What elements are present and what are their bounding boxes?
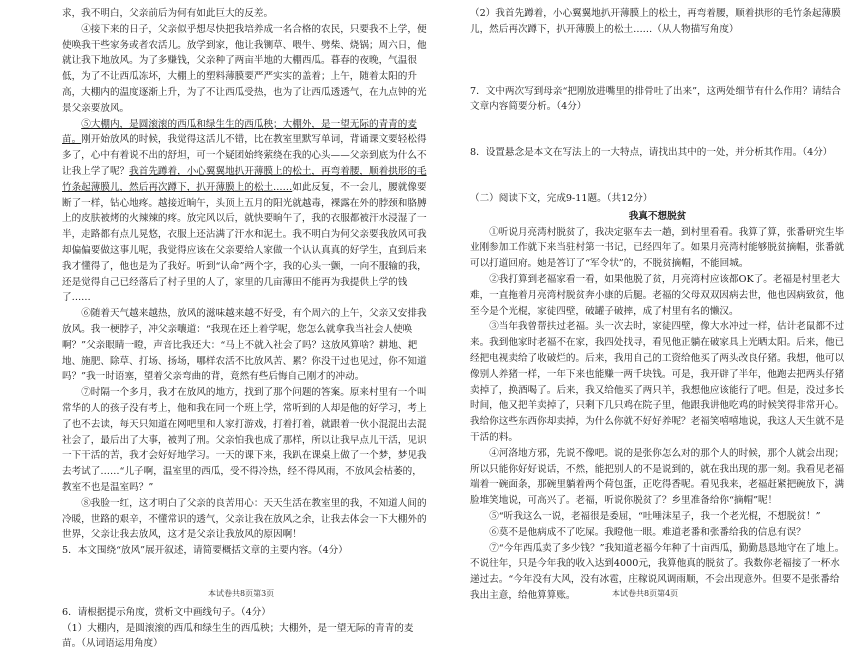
answer-space-6-2[interactable]: [470, 38, 845, 84]
left-page: [62, 6, 427, 652]
article-paragraph-2: ②我打算到老福家看一看，如果他脱了贫，月亮湾村应该都OK了。老福是村里老大难，一直拖着月亮湾村脱贫奔小康的后腿。老福的父母双双因病去世，他也因病致贫，他至今是个光棍，家徒四壁，破罐子破摔，成了村里有名的懒汉。: [470, 273, 845, 317]
question-6-2: （2）我首先蹲着，小心翼翼地扒开薄膜上的松土，再弯着腰，顺着拱形的毛竹条起薄膜儿，然后再次蹲下，扒开薄膜上的松土……（从人物描写角度）: [470, 8, 841, 35]
left-paragraph-6: ⑥随着天气越来越热，放风的滋味越来越不好受，有个周六的上午，父亲又安排我放风。我一梗脖子，冲父亲嚷道：“我现在还上着学呢，您怎么就拿我当社会人使唤啊？”父亲眼睛一瞪，声音比我还大：“马上不就入社会了吗？这放风算啥？耕地、耙地、施肥、除草、打场、扬场，哪样农活不比放风苦、累？你没干过也见过，你不知道吗？”我一时语塞，望着父亲弯曲的背，竟然有些后悔自己刚才的冲动。: [62, 308, 427, 383]
left-paragraph-8: ⑧我脸一红，这才明白了父亲的良苦用心：天天生活在教室里的我，不知道人间的冷暖，世路的艰辛，不懂常识的透气，父亲让我在放风之余，让我去体会一下大棚外的世界，父亲让我去放风，这才是父亲让我放风的原因啊！: [62, 497, 427, 541]
article-title: 我真不想脱贫: [628, 210, 687, 222]
question-6: 6．请根据提示角度，赏析文中画线句子。（4分）: [62, 606, 271, 618]
left-paragraph-7: ⑦时隔一个多月，我才在放风的地方，找到了那个问题的答案。原来村里有一个叫常华的人的孩子没有考上，他和我在同一个班上学，常听到的人却是他的好学习，考上了也不去读，每天只知道在网吧里和人家打游戏，打着打着，就跟着一伙小混混出去混社会了，最后出了大事，被判了刑。父亲怕我也成了那样，所以让我早点儿干活，见识一下干活的苦，我才会好好地学习。一天的课下来，我趴在课桌上做了一个梦，梦见我去考试了……“儿子啊，温室里的西瓜，受不得冷热，经不得风雨，不放风会枯萎的，教室不也是温室吗？”: [62, 387, 427, 493]
left-paragraph-1: 求，我不明白，父亲前后为何有如此巨大的反差。: [62, 8, 274, 19]
underlined-sentence-1: ⑤大棚内，是圆滚滚的西瓜和绿生生的西瓜秧；大棚外，是一望无际的青青的麦苗。: [62, 118, 417, 146]
underlined-sentence-2: 我首先蹲着，小心翼翼地扒开薄膜上的松土，再弯着腰，顺着拱形的毛竹条起薄膜儿，然后再次蹲下，扒开薄膜上的松土……: [62, 165, 427, 193]
article-paragraph-1: ①听说月亮湾村脱贫了，我决定驱车去一趟，到村里看看。我算了算，张番研究生毕业刚参加工作就下来当驻村第一书记，已经四年了。如果月亮湾村能够脱贫摘帽，张番就可以打道回府。她是答订了“军令状”的，不脱贫摘帽，不能回城。: [470, 226, 845, 270]
question-6-1: （1）大棚内，是圆滚滚的西瓜和绿生生的西瓜秧；大棚外，是一望无际的青青的麦苗。（从词语运用角度）: [62, 622, 414, 650]
left-paragraph-5-text: 刚开始放风的时候，我觉得这活儿不错，比在教室里默写单词，背诵课文要轻松得多了，心中有着说不出的舒坦，可一个疑团始终萦绕在我的心头——父亲到底为什么不让我上学了呢？: [62, 134, 427, 177]
right-page: [470, 6, 845, 604]
left-paragraph-4: ④接下来的日子，父亲似乎想尽快把我培养成一名合格的农民，只要我不上学，便使唤我干些家务或者农活儿。放学到家，他让我铡草、喂牛、劈柴、烧锅；周六日，他就让我下地放风。为了多赚钱，父亲种了两亩半地的大棚西瓜。暮春的夜晚，气温很低，为了不让西瓜冻坏，大棚上的塑料薄膜要严严实实的盖着；上午，随着太阳的升高，大棚内的温度逐渐上升，为了不让西瓜受热，也为了让西瓜透透气，在九点钟的光景父亲要放风。: [62, 23, 427, 114]
left-paragraph-5: [62, 117, 427, 307]
article-paragraph-5: ⑤“听我这么一说，老福很是委屈，“吐唾沫星子，我一个老光棍，不想脱贫！”: [489, 510, 821, 522]
question-7: 7．文中两次写到母亲“把刚放进嘴里的排骨吐了出来”，这两处细节有什么作用？请结合文章内容简要分析。（4分）: [470, 85, 841, 113]
article-paragraph-3: ③当年我曾帮扶过老福。头一次去时，家徒四壁，像大水冲过一样，估计老鼠都不过来。我到他家时老福不在家，我四处找寻，看见他正躺在破家具上光晒太阳。后来，他已经把电视卖给了收破烂的。后来，我用自己的工资给他买了两头改良仔猪。我想，他可以像别人养猪一样，一年下来也能赚一两千块钱。可是，我开辟了半年，他跑去把两头仔猪卖掉了，换酒喝了。后来，我又给他买了两只羊，我想他应该能行了吧。但是，没过多长时间，他又把羊卖掉了，只剩下几只鸡在院子里，他跟我讲他吃鸡的时候笑得非常开心。我给你这些东西你却卖掉，为什么你就不好好养呢？老福笑嘻嘻地说，我这人天生就不是干活的料。: [470, 321, 845, 443]
question-8: 8．设置悬念是本文在写法上的一大特点，请找出其中的一处，并分析其作用。（4分）: [470, 147, 833, 159]
answer-space-8[interactable]: [470, 161, 845, 191]
question-5: 5．本文围绕“放风”展开叙述，请简要概括文章的主要内容。（4分）: [62, 545, 348, 557]
left-page-footer: 本试卷共8页第3页: [208, 589, 275, 598]
left-paragraph-5-cont: 如此反复，不一会儿，腰就像要断了一样，钻心地疼。越接近晌午，头顶上五月的阳光就越毒，裸露在外的脖颈和胳膊上的皮肤被烤的火辣辣的疼。放完风以后，就快要晌午了，我的衣服都被汗水浸湿了一半，走路都有点儿晃悠，衣服上还沾满了汗水和泥土。我不明白为何父亲要我放风可我却偏偏要做这事儿呢，我觉得应该在父亲要给人家做一个认认真真的好学生，直到后来我才懂得了，他也是为了我好。听到“认命”两个字，我的心头一颤，一向不服输的我，还是觉得自己已经落后了村子里的人了，家里的几亩薄田不能再为我提供上学的钱了……: [62, 181, 427, 304]
right-page-footer: 本试卷共8页第4页: [612, 589, 679, 598]
section-2-heading: （二）阅读下文，完成9-11题。（共12分）: [470, 192, 653, 204]
article-paragraph-7: ⑦“今年西瓜卖了多少钱？”我知道老福今年种了十亩西瓜，勤勤恳恳地守在了地上。不说往年，只是今年我的收入达到4000元，我算他真的脱贫了。我数你老福接了一杯水递过去。“今年没有大风，没有冰雹，庄稼说风调雨顺，不会出现意外。但要不是张番给我出主意，给他算算账。: [470, 542, 845, 601]
answer-space-7[interactable]: [470, 115, 845, 145]
article-paragraph-4: ④河洛地方邪，先说不像吧。说的是张你怎么对的那个人的时候，那个人就会出现；所以只能你好好说话，不然，能把别人的不是说到的，就在我出现的那一刻。我看见老福端着一碗面条，那碗里躺着两个荷包蛋，正吃得香呢。看见我来，老福赶紧把碗放下，满脸堆笑地说，可高兴了。老福，听说你脱贫了？乡里准备给你“摘帽”呢！: [470, 447, 845, 507]
article-paragraph-6: ⑥莫不是他病成不了吃屎。我瞪他一眼。难道老番和张番给我的信息有误？: [489, 526, 806, 538]
